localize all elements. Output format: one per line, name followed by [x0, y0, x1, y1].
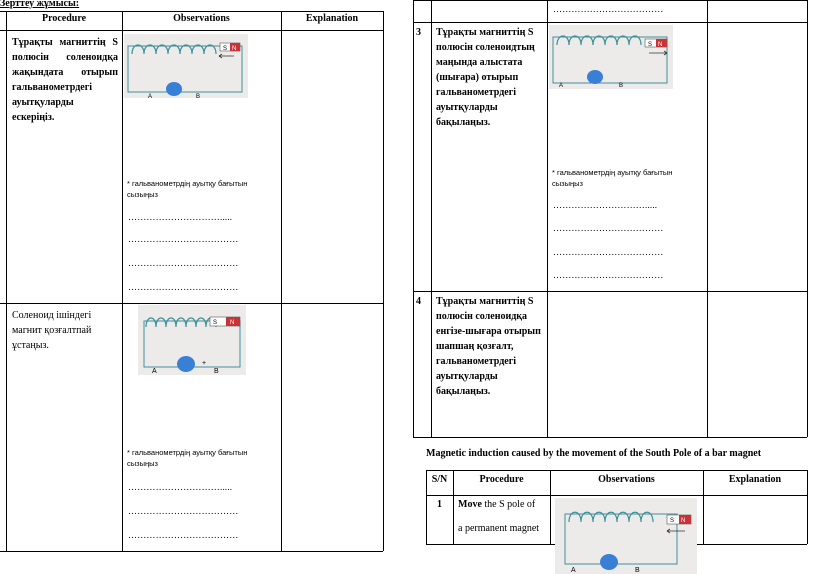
svg-text:A: A	[152, 368, 157, 375]
circuit-diagram	[549, 25, 673, 89]
row-number: 1	[437, 499, 442, 510]
row-number: 3	[416, 27, 421, 38]
svg-text:+: +	[202, 360, 207, 367]
circuit-photo	[555, 498, 697, 574]
svg-text:B: B	[214, 368, 219, 375]
header-explanation: Explanation	[728, 474, 782, 485]
answer-line[interactable]: ………………………………	[553, 270, 664, 280]
circuit-diagram	[138, 305, 246, 375]
header-observations: Observations	[173, 13, 230, 24]
answer-line[interactable]: ………………………………	[128, 234, 239, 244]
answer-line[interactable]: ………………………………	[128, 282, 239, 292]
section-title: Magnetic induction caused by the movement of the South Pole of a bar magnet	[426, 448, 762, 459]
procedure-text	[458, 497, 550, 512]
svg-text:B: B	[196, 94, 201, 98]
svg-text:A: A	[148, 94, 153, 98]
svg-text:N: N	[232, 46, 237, 52]
answer-line[interactable]: ………………………………	[553, 4, 664, 14]
procedure-rest: the S pole of	[484, 499, 536, 510]
header-explanation: Explanation	[305, 13, 359, 24]
svg-text:S: S	[223, 46, 228, 52]
header-sn: S/N	[431, 474, 448, 485]
svg-text:N: N	[230, 320, 235, 326]
procedure-verb: Move	[458, 499, 482, 510]
circuit-diagram	[124, 34, 248, 98]
svg-text:N: N	[681, 518, 686, 524]
procedure-text: Соленоид ішіндегі магнит қозғалтпай ұстаңыз.	[12, 310, 92, 351]
answer-line[interactable]: ………………………….....	[128, 212, 233, 222]
answer-line[interactable]: ………………………………	[128, 258, 239, 268]
answer-line[interactable]: ………………………………	[128, 530, 239, 540]
circuit-diagram	[555, 498, 697, 574]
svg-text:A: A	[559, 83, 564, 89]
svg-text:A: A	[571, 567, 576, 574]
procedure-text: Тұрақты магниттің S полюсін соленоидқа жақындата отырып гальванометрдегі ауытқуларды ескеріңіз.	[12, 37, 118, 123]
answer-line[interactable]: ………………………………	[553, 223, 664, 233]
svg-text:B: B	[635, 567, 640, 574]
procedure-text: Тұрақты магниттің S полюсін соленоидқа енгізе-шығара отырып шапшаң қозғалт, гальванометрдегі ауытқуларды бақылаңыз.	[436, 296, 541, 397]
svg-text:S: S	[213, 320, 218, 326]
instruction-note: * гальванометрдің ауытқу бағытын сызыңыз	[127, 448, 248, 468]
section-caption: Зерттеу жұмысы:	[0, 0, 80, 9]
svg-text:S: S	[670, 518, 675, 524]
header-procedure: Procedure	[479, 474, 524, 485]
header-observations: Observations	[598, 474, 655, 485]
circuit-photo	[549, 25, 673, 89]
instruction-note: * гальванометрдің ауытқу бағытын сызыңыз	[552, 168, 673, 188]
svg-text:S: S	[648, 42, 653, 48]
answer-line[interactable]: ………………………….....	[553, 200, 658, 210]
procedure-text: Тұрақты магниттің S полюсін соленоидтың маңында алыстата (шығара) отырып гальванометрдегі ауытқуларды бақылаңыз.	[436, 27, 535, 128]
instruction-note: * гальванометрдің ауытқу бағытын сызыңыз	[127, 179, 248, 199]
circuit-photo	[124, 34, 248, 98]
svg-text:B: B	[619, 83, 624, 89]
row-number: 4	[416, 296, 421, 307]
svg-text:N: N	[658, 42, 663, 48]
procedure-text-line2: a permanent magnet	[458, 523, 540, 534]
header-procedure: Procedure	[41, 13, 87, 24]
answer-line[interactable]: ………………………………	[553, 247, 664, 257]
answer-line[interactable]: ………………………………	[128, 506, 239, 516]
answer-line[interactable]: ………………………….....	[128, 482, 233, 492]
circuit-photo	[138, 305, 246, 375]
